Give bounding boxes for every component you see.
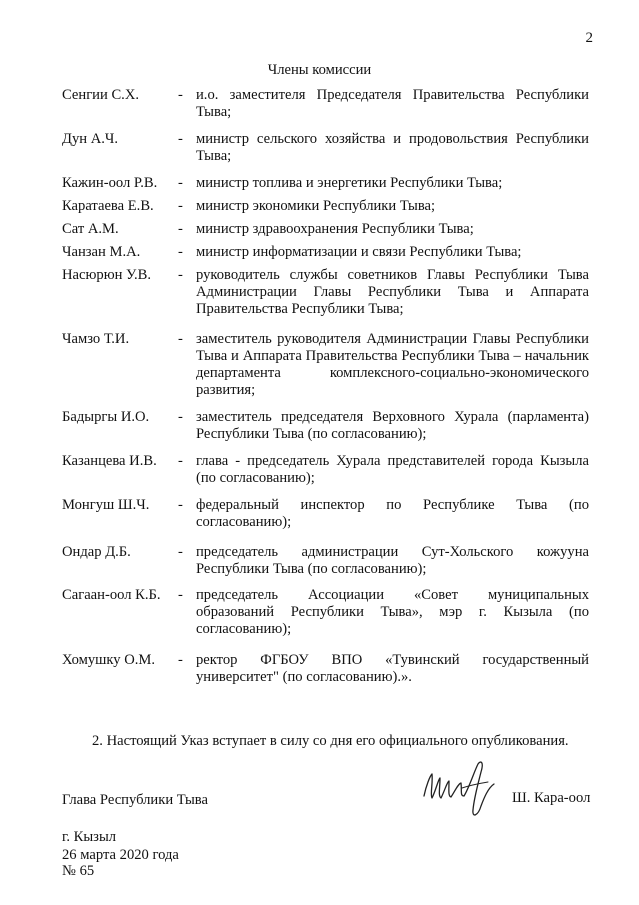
member-role: федеральный инспектор по Республике Тыва (по согласованию); bbox=[196, 497, 589, 530]
member-name: Монгуш Ш.Ч. bbox=[62, 497, 150, 513]
footer-date: 26 марта 2020 года bbox=[62, 847, 179, 863]
member-dash: - bbox=[178, 198, 183, 214]
member-row bbox=[62, 244, 589, 261]
member-dash: - bbox=[178, 87, 183, 103]
member-name: Дун А.Ч. bbox=[62, 131, 119, 147]
member-name: Каратаева Е.В. bbox=[62, 198, 154, 214]
member-role: министр сельского хозяйства и продовольствия Республики Тыва; bbox=[196, 131, 589, 164]
members-list bbox=[62, 87, 589, 686]
member-row bbox=[62, 175, 589, 192]
clause-2: 2. Настоящий Указ вступает в силу со дня его официального опубликования. bbox=[92, 733, 569, 749]
member-role: руководитель службы советников Главы Республики Тыва Администрации Главы Республики Тыва и Аппарата Правительства Республики Тыва; bbox=[196, 267, 589, 317]
member-role: глава - председатель Хурала представителей города Кызыла (по согласованию); bbox=[196, 453, 589, 486]
member-role: председатель администрации Сут-Хольского кожууна Республики Тыва (по согласованию); bbox=[196, 544, 589, 577]
member-dash: - bbox=[178, 587, 183, 603]
member-name: Бадыргы И.О. bbox=[62, 409, 150, 425]
member-row bbox=[62, 221, 589, 238]
member-role: заместитель руководителя Администрации Главы Республики Тыва и Аппарата Правительства Республики Тыва – начальник департамента комплексного-социально-экономического развития; bbox=[196, 331, 589, 398]
member-name: Хомушку О.М. bbox=[62, 652, 156, 668]
signatory-title: Глава Республики Тыва bbox=[62, 792, 208, 808]
member-dash: - bbox=[178, 244, 183, 260]
member-row bbox=[62, 331, 589, 399]
member-name: Чанзан М.А. bbox=[62, 244, 141, 260]
member-dash: - bbox=[178, 497, 183, 513]
member-row bbox=[62, 497, 589, 531]
member-name: Насюрюн У.В. bbox=[62, 267, 152, 283]
member-dash: - bbox=[178, 267, 183, 283]
member-row bbox=[62, 409, 589, 443]
member-role: председатель Ассоциации «Совет муниципальных образований Республики Тыва», мэр г. Кызыла (по согласованию); bbox=[196, 587, 589, 637]
footer-number: № 65 bbox=[62, 863, 95, 879]
member-dash: - bbox=[178, 131, 183, 147]
member-dash: - bbox=[178, 409, 183, 425]
member-role: ректор ФГБОУ ВПО «Тувинский государственный университет" (по согласованию).». bbox=[196, 652, 589, 685]
member-dash: - bbox=[178, 331, 183, 347]
member-row bbox=[62, 544, 589, 578]
member-row bbox=[62, 131, 589, 165]
member-name: Сенгии С.Х. bbox=[62, 87, 140, 103]
member-name: Чамзо Т.И. bbox=[62, 331, 130, 347]
member-name: Казанцева И.В. bbox=[62, 453, 157, 469]
member-row bbox=[62, 267, 589, 318]
member-name: Ондар Д.Б. bbox=[62, 544, 131, 560]
member-dash: - bbox=[178, 453, 183, 469]
member-role: министр экономики Республики Тыва; bbox=[196, 198, 436, 214]
page-number: 2 bbox=[585, 30, 593, 46]
member-dash: - bbox=[178, 652, 183, 668]
member-dash: - bbox=[178, 175, 183, 191]
section-title: Члены комиссии bbox=[267, 62, 372, 78]
member-role: заместитель председателя Верховного Хурала (парламента) Республики Тыва (по согласованию); bbox=[196, 409, 589, 442]
member-row bbox=[62, 652, 589, 686]
member-row bbox=[62, 587, 589, 638]
member-name: Кажин-оол Р.В. bbox=[62, 175, 158, 191]
member-role: министр топлива и энергетики Республики Тыва; bbox=[196, 175, 503, 191]
member-row bbox=[62, 453, 589, 487]
member-row bbox=[62, 87, 589, 121]
footer-place: г. Кызыл bbox=[62, 829, 117, 845]
member-role: министр здравоохранения Республики Тыва; bbox=[196, 221, 474, 237]
member-dash: - bbox=[178, 544, 183, 560]
signatory-name: Ш. Кара-оол bbox=[512, 790, 591, 806]
member-role: министр информатизации и связи Республики Тыва; bbox=[196, 244, 522, 260]
member-row bbox=[62, 198, 589, 215]
handwritten-signature bbox=[418, 758, 502, 820]
member-role: и.о. заместителя Председателя Правительства Республики Тыва; bbox=[196, 87, 589, 120]
member-name: Сагаан-оол К.Б. bbox=[62, 587, 161, 603]
member-name: Сат А.М. bbox=[62, 221, 119, 237]
member-dash: - bbox=[178, 221, 183, 237]
